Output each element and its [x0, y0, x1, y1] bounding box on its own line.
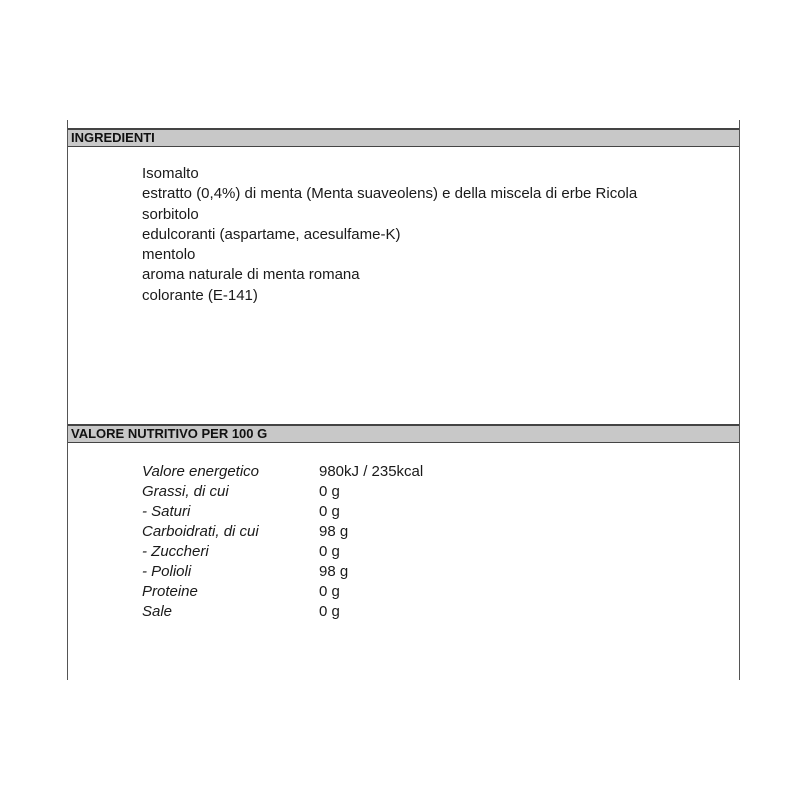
- nutrient-value: 980kJ / 235kcal: [319, 463, 424, 480]
- nutrient-label: - Polioli: [142, 563, 192, 580]
- nutrient-value: 0 g: [319, 583, 340, 600]
- nutrient-label: Sale: [142, 603, 173, 620]
- nutrient-label: - Saturi: [142, 503, 191, 520]
- product-info-sheet: [67, 120, 740, 680]
- nutrient-label: Proteine: [142, 583, 198, 600]
- nutrient-value: 98 g: [319, 563, 349, 580]
- ingredient-item: mentolo: [142, 246, 196, 264]
- nutrition-row: [142, 522, 423, 542]
- ingredients-list: [142, 164, 637, 306]
- ingredient-item: aroma naturale di menta romana: [142, 266, 360, 284]
- ingredient-item: Isomalto: [142, 165, 199, 182]
- nutrient-label: Grassi, di cui: [142, 483, 229, 500]
- nutrient-value: 0 g: [319, 543, 340, 560]
- nutrient-value: 98 g: [319, 523, 349, 540]
- nutrition-table: [142, 462, 423, 622]
- nutrient-value: 0 g: [319, 603, 340, 620]
- nutrition-header: VALORE NUTRITIVO PER 100 G: [68, 424, 739, 443]
- nutrition-row: [142, 562, 423, 582]
- nutrition-row: [142, 542, 423, 562]
- nutrient-label: Valore energetico: [142, 463, 260, 480]
- nutrient-value: 0 g: [319, 483, 340, 500]
- ingredient-item: estratto (0,4%) di menta (Menta suaveolens) e della miscela di erbe Ricola: [142, 185, 638, 203]
- ingredient-item: edulcoranti (aspartame, acesulfame-K): [142, 225, 401, 243]
- ingredient-item: colorante (E-141): [142, 286, 258, 304]
- ingredients-header: INGREDIENTI: [68, 128, 739, 147]
- nutrient-label: - Zuccheri: [142, 543, 209, 560]
- nutrient-label: Carboidrati, di cui: [142, 523, 259, 540]
- nutrition-row: [142, 602, 423, 622]
- nutrition-row: [142, 502, 423, 522]
- nutrient-value: 0 g: [319, 503, 340, 520]
- nutrition-row: [142, 482, 423, 502]
- ingredient-item: sorbitolo: [142, 205, 199, 223]
- nutrition-row: [142, 462, 423, 482]
- nutrition-row: [142, 582, 423, 602]
